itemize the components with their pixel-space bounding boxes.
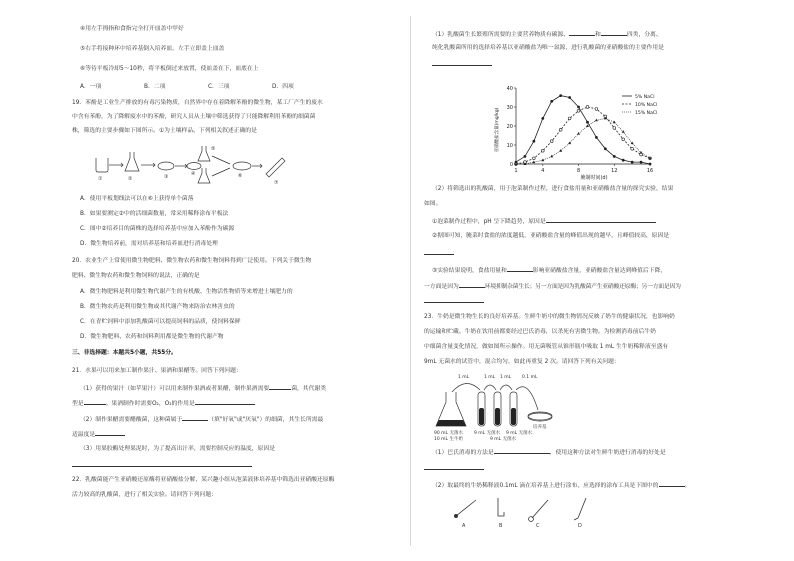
chart-y-axis-label: 亚硝酸盐含量(mg/kg) <box>495 107 500 153</box>
q22-part-1-line-1 <box>432 30 662 39</box>
step-label-5: ⑤ <box>211 146 216 152</box>
q23-part-1-text-b: ，使用这种方法对生鲜牛奶进行消毒的好处是 <box>549 450 666 456</box>
answer-blank[interactable] <box>424 464 484 470</box>
x-tick-label: 1 <box>514 168 518 174</box>
q22-part-2-item-2-blank <box>424 249 454 258</box>
q18-option-d: D．四项 <box>272 84 294 90</box>
chart-axes <box>507 86 654 174</box>
transfer-volume-4: 0.1 mL <box>522 375 538 380</box>
q20-option-d: D．微生物肥料、农药和饲料利用都是微生物的代谢产物 <box>80 334 224 340</box>
q22-part-2-item-3-line-1 <box>432 266 666 275</box>
step-4-text: ④用左手拇指和食指完全打开皿盖中甲好 <box>80 26 184 32</box>
legend-label-3: 15% NaCl <box>635 110 658 116</box>
q18-option-b: B．二项 <box>144 84 166 90</box>
step-label-6: ⑥ <box>238 173 243 179</box>
transfer-volume-2: 1 mL <box>484 375 496 380</box>
q20-stem-line-1: 20．农业生产上常使用微生物肥料、微生物农药和微生物饲料得到广泛使用。下列关于微生物 <box>72 258 312 264</box>
series-3-point <box>595 119 598 122</box>
transfer-volume-1: 1 mL <box>458 375 470 380</box>
series-1-point <box>622 159 625 162</box>
answer-blank[interactable] <box>182 415 208 421</box>
chart-x-axis-label: 腌制时间(d) <box>580 175 608 181</box>
plate-4-icon <box>187 163 201 170</box>
series-3-point <box>559 149 562 152</box>
q19-option-b: B．如果要测定②中的活细菌数量，常采用稀释涂布平板法 <box>80 211 229 217</box>
q23-part-1 <box>432 448 666 457</box>
q21-intro: 21．水果可以用来加工制作果汁、果酒和果醋等。回答下列问题： <box>72 368 242 374</box>
flask-6-icon <box>198 168 210 183</box>
q19-option-a: A．使用平板划线法可以在⑥上获得单个菌落 <box>80 196 194 202</box>
answer-blank[interactable] <box>546 217 656 223</box>
q21-part-2-text-a: （2）制作果醋需要醋酸菌，这种菌属于 <box>80 417 183 423</box>
q22-stem-line-2: 活力较高的乳酸菌，进行了相关实验。请回答下列问题： <box>72 492 217 498</box>
answer-blank[interactable] <box>424 249 454 255</box>
series-1-point <box>568 96 571 99</box>
answer-blank[interactable] <box>95 430 125 436</box>
q19-stem-line-2: 中含有苯酚，为了降解废水中的苯酚，研究人员从土壤中筛选获得了只能降解利用苯酚的细菌菌 <box>72 114 316 120</box>
q21-part-1-text-c: 型是 <box>72 401 84 407</box>
q22-part-1-text-c: 四类，分离、 <box>626 32 662 38</box>
series-3-point <box>622 130 625 133</box>
series-1-point <box>595 136 598 139</box>
y-tick-label: 10 <box>506 142 513 149</box>
q19-screening-figure <box>92 142 292 188</box>
q22-part-1-text-b: 和 <box>595 32 601 38</box>
series-1-point <box>577 106 580 109</box>
x-tick-label: 16 <box>646 168 654 174</box>
q22-part-1-line-3 <box>432 60 492 69</box>
step-label-4: ④ <box>191 171 196 177</box>
y-tick-label: 20 <box>506 123 513 130</box>
answer-blank[interactable] <box>195 399 255 405</box>
q23-part-1-blank-line <box>424 464 484 473</box>
q23-stem-line-2: 的运输和贮藏。牛奶在饮用前都要经过巴氏消毒，以杀死有害微生物。为检测消毒前后牛奶 <box>424 329 656 335</box>
slant-tube-icon <box>266 158 285 177</box>
q19-stem-line-1: 19．苯酚是工业生产排放的有毒污染物质，自然界中存在着降解苯酚的微生物，某工厂产生的废水 <box>72 100 323 106</box>
step-label-1: ① <box>98 176 103 182</box>
answer-blank[interactable] <box>507 266 533 272</box>
q21-part-2-text-c: 适温度是 <box>72 432 96 438</box>
q19-option-c: C．图中②培养目的菌株的选择培养基中应加入苯酚作为碳源 <box>80 226 235 232</box>
q21-part-1-text-a: （1）获得的果汁（如苹果汁）可以用来制作果酒或者果醋，制作果酒需要 <box>80 386 270 392</box>
series-2-point <box>577 109 580 112</box>
series-3-point <box>586 124 589 127</box>
q22-part-2-item-1 <box>432 217 656 226</box>
q18-option-a: A．一项 <box>80 84 102 90</box>
section-3-heading: 三、非选择题：本题共5小题，共55分。 <box>72 350 177 356</box>
tube-2-label: 9 mL 无菌水 <box>490 437 517 442</box>
nitrite-content-chart <box>490 82 690 182</box>
plate-final-icon <box>233 162 251 170</box>
series-2-point <box>532 157 535 160</box>
column-divider <box>410 16 411 546</box>
series-1-point <box>559 94 562 97</box>
flask-2-icon <box>125 152 139 171</box>
legend-label-1: 5% NaCl <box>635 94 655 100</box>
q22-part-2-text-c: ①泡菜制作过程中，pH 呈下降趋势，原因是 <box>432 219 546 225</box>
series-2-point <box>595 108 598 111</box>
flask-label-water: 90 mL 无菌水 <box>434 431 463 436</box>
series-2-point <box>550 140 553 143</box>
answer-blank[interactable] <box>659 481 685 487</box>
series-1-point <box>586 121 589 124</box>
q22-part-2-item-3-line-3 <box>424 297 484 306</box>
series-2-point <box>568 117 571 120</box>
tool-label-d: D <box>578 523 582 529</box>
transfer-arc-3 <box>500 385 512 390</box>
q22-part-1-line-2: 纯化乳酸菌所用的选择培养基以亚硝酸盐为唯一氮源，进行乳酸菌的亚硝酸盐的主要作用是 <box>432 45 664 51</box>
step-5-text: ⑤右手将接种环中培养基倒入培养皿，左手立即盖上皿盖 <box>80 46 225 52</box>
chart-series <box>515 94 655 165</box>
answer-blank[interactable] <box>494 448 550 454</box>
tool-a-icon <box>456 500 476 516</box>
q23-stem-line-3: 中细菌含量变化情况，做如图所示操作。用无菌吸管从锥形瓶中吸取 1 mL 生牛奶稀释液至盛有 <box>424 344 669 350</box>
plate-label: 培养基 <box>533 425 547 430</box>
spreading-tools-figure <box>452 494 592 530</box>
series-1-point <box>604 147 607 150</box>
step-label-2: ② <box>128 176 133 182</box>
legend-label-2: 10% NaCl <box>635 102 658 108</box>
series-2-point <box>586 106 589 109</box>
tool-label-b: B <box>499 523 503 529</box>
q23-part-2 <box>432 481 690 490</box>
series-line-3 <box>516 118 650 164</box>
q22-part-2-text-f: 影响亚硝酸盐含量，亚硝酸盐含量达到峰值后下降， <box>532 268 667 274</box>
q21-part-1-line-2 <box>72 399 255 408</box>
q23-dilution-figure <box>432 370 572 442</box>
answer-blank[interactable] <box>569 30 595 36</box>
q21-part-3-line-2 <box>72 461 252 470</box>
q20-option-c: C．在青贮饲料中添加乳酸菌可以提高饲料的品质，使饲料保鲜 <box>80 319 241 325</box>
q22-stem-line-1: 22．乳酸菌能产生亚硝酸还原酶将亚硝酸盐分解，某兴趣小组从泡菜液体培养基中筛选出亚硝酸还原酶 <box>72 477 335 483</box>
answer-blank[interactable] <box>424 297 484 303</box>
series-3-point <box>577 132 580 135</box>
series-3-point <box>568 142 571 145</box>
q21-part-3-line-1: （3）用果胶酶处理果泥时，为了提高出汁率，需要控制反应的温度，原因是 <box>80 446 275 452</box>
answer-blank[interactable] <box>459 282 485 288</box>
q22-part-1-text-a: （1）乳酸菌生长繁殖所需要的主要营养物质有碳源、 <box>432 32 570 38</box>
chart-legend <box>622 94 657 116</box>
tube-3-label: 9 mL 无菌水 <box>506 431 533 436</box>
answer-blank[interactable] <box>269 384 291 390</box>
series-1-point <box>613 155 616 158</box>
tool-label-a: A <box>462 523 466 529</box>
soil-beaker-icon <box>96 158 108 172</box>
series-1-point <box>524 155 527 158</box>
q23-part-2-text-a: （2）取最终的牛奶稀释液0.1mL 滴在培养基上进行涂布，应选择的涂布工具是下图中的 <box>432 483 659 489</box>
answer-blank[interactable] <box>72 461 252 467</box>
series-2-point <box>622 138 625 141</box>
tool-b-icon <box>498 498 504 516</box>
series-3-point <box>532 161 535 164</box>
q20-option-a: A．微生物肥料是利用微生物代谢产生的有机酸、生物活性物质等来增进土壤肥力的 <box>80 289 293 295</box>
arrow-5 <box>212 168 230 176</box>
q22-part-2-line-2: 如图。 <box>424 201 442 207</box>
q21-part-2-line-2 <box>72 430 125 439</box>
series-1-point <box>550 100 553 103</box>
q22-part-2-item-3-line-2 <box>424 282 681 291</box>
transfer-volume-3: 1 mL <box>500 375 512 380</box>
series-2-point <box>613 127 616 130</box>
series-1-point <box>640 161 643 164</box>
y-tick-label: 30 <box>506 104 513 111</box>
series-2-point <box>541 149 544 152</box>
q22-part-2-line-1: （2）将筛选出的乳酸菌，用于泡菜制作过程，进行食盐用量和亚硝酸盐含量的探究实验，结果 <box>432 186 674 192</box>
q23-stem-line-1: 23．牛奶是微生物生长的良好培养基。生鲜牛奶中的微生物情况反映了奶牛的健康状况，也影响奶 <box>424 314 675 320</box>
flask-label-milk: 10 mL 生牛奶 <box>434 437 463 442</box>
series-3-point <box>550 155 553 158</box>
series-2-point <box>631 147 634 150</box>
series-3-point <box>631 142 634 145</box>
q23-part-1-text-a: （1）巴氏消毒的方法是 <box>432 450 494 456</box>
q22-part-2-text-g: 一方面是因为 <box>424 284 459 290</box>
series-1-point <box>649 163 652 166</box>
series-1-point <box>532 140 535 143</box>
flask-5-icon <box>198 146 210 161</box>
transfer-arc-2 <box>484 385 496 390</box>
q21-part-1-text-b: 菌，其代谢类 <box>291 386 326 392</box>
step-label-7: ⑦ <box>274 180 279 186</box>
series-2-point <box>559 128 562 131</box>
answer-blank[interactable] <box>601 30 627 36</box>
tube-1-label: 9 mL 无菌水 <box>474 431 501 436</box>
tool-c-icon <box>532 500 548 518</box>
q21-part-1-line-1 <box>80 384 326 393</box>
answer-blank[interactable] <box>84 399 106 405</box>
x-tick-label: 12 <box>611 168 618 174</box>
series-1-point <box>631 161 634 164</box>
q20-option-b: B．微生物农药是利用微生物或其代谢产物来防治农林害虫的 <box>80 304 235 310</box>
q19-option-d: D．微生物培养前，需对培养基和培养皿进行消毒处理 <box>80 241 218 247</box>
arrow-4 <box>212 156 230 164</box>
q20-stem-line-2: 肥料、微生物农药和微生物饲料的说法，正确的是 <box>72 273 200 279</box>
q21-part-1-text-d: 。果酒制作时需要O₂，O₂的作用是 <box>105 401 195 407</box>
transfer-arc-1 <box>452 383 480 392</box>
x-tick-label: 4 <box>541 168 545 174</box>
step-label-3: ③ <box>164 174 169 180</box>
tool-d-icon <box>578 498 586 518</box>
q22-part-2-text-h: 环境抑制杂菌生长；另一方面是因为乳酸菌产生亚硝酸还原酶；另一方面是因为 <box>484 284 681 290</box>
q18-option-c: C．三项 <box>208 84 230 90</box>
q21-part-2-line-1 <box>80 415 323 424</box>
q23-part-2-text-b: 。 <box>684 483 691 489</box>
q22-part-2-text-e: ③实验结果说明，食盐用量和 <box>432 268 507 274</box>
transfer-arc-4 <box>516 387 538 410</box>
answer-blank[interactable] <box>432 60 492 66</box>
q23-stem-line-4: 9mL 无菌水的试管中，混合均匀，如此再重复 2 次。请回答下列有关问题： <box>424 359 620 365</box>
plate-3-icon <box>158 162 174 170</box>
q21-part-2-text-b: （填"好氧"或"厌氧"）的细菌，其生长所需最 <box>208 417 324 423</box>
q19-stem-line-3: 株，筛选的主要步骤如下图所示。①为土壤样品。下列相关叙述正确的是 <box>72 128 257 134</box>
y-tick-label: 40 <box>506 85 513 92</box>
y-tick-label: 0 <box>509 161 513 168</box>
step-6-text: ⑥等待平板冷却5～10秒，将平板倒过来放置，使皿盖在下，皿底在上 <box>80 66 259 72</box>
series-1-point <box>541 117 544 120</box>
tool-label-c: C <box>536 523 540 529</box>
x-tick-label: 8 <box>576 168 581 174</box>
q22-part-2-item-2: ②据图可知，腌菜时食盐的浓度越低，亚硝酸盐含量的峰值出现的越早，且峰值较高，原因是 <box>432 233 670 239</box>
